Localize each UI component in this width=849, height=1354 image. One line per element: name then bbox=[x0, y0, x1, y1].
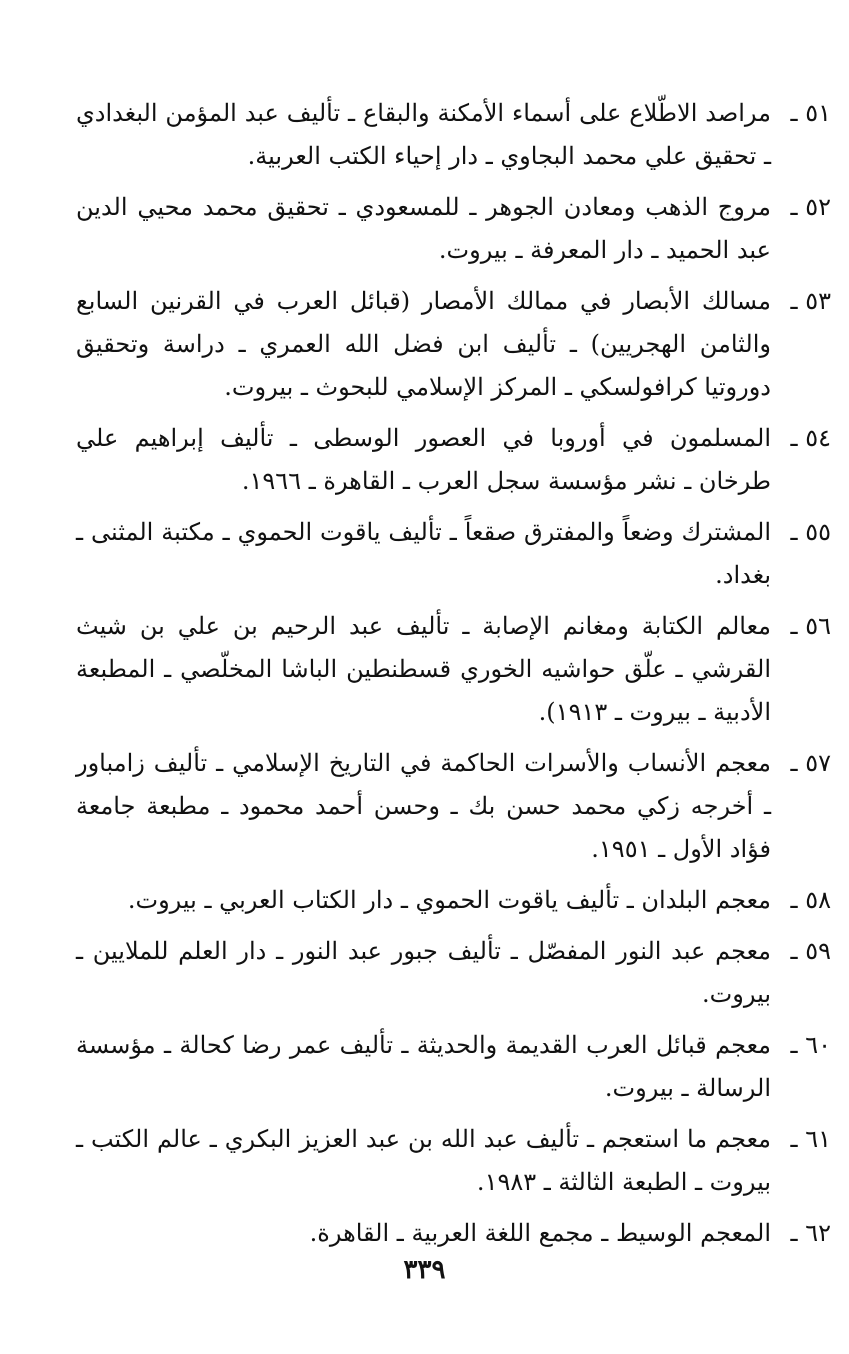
bibliography-entry bbox=[70, 1212, 831, 1255]
entry-text: معجم قبائل العرب القديمة والحديثة ـ تأليف عمر رضا كحالة ـ مؤسسة الرسالة ـ بيروت. bbox=[76, 1031, 771, 1102]
entry-number: ٦٢ ـ bbox=[790, 1219, 831, 1247]
entry-text: المسلمون في أوروبا في العصور الوسطى ـ تأليف إبراهيم علي طرخان ـ نشر مؤسسة سجل العرب ـ القاهرة ـ ١٩٦٦. bbox=[76, 424, 771, 495]
bibliography-page bbox=[70, 92, 831, 1247]
entry-text: معجم الأنساب والأسرات الحاكمة في التاريخ الإسلامي ـ تأليف زامباور ـ أخرجه زكي محمد حسن بك ـ وحسن أحمد محمود ـ مطبعة جامعة فؤاد الأول ـ ١٩٥١. bbox=[76, 749, 771, 863]
bibliography-entry bbox=[70, 605, 831, 734]
bibliography-entry bbox=[70, 280, 831, 409]
bibliography-entry bbox=[70, 1024, 831, 1110]
bibliography-entry bbox=[70, 92, 831, 178]
bibliography-entry bbox=[70, 511, 831, 597]
entry-number: ٦٠ ـ bbox=[790, 1031, 831, 1059]
entry-text: المعجم الوسيط ـ مجمع اللغة العربية ـ القاهرة. bbox=[309, 1219, 771, 1247]
entry-text: مراصد الاطّلاع على أسماء الأمكنة والبقاع ـ تأليف عبد المؤمن البغدادي ـ تحقيق علي محمد البجاوي ـ دار إحياء الكتب العربية. bbox=[76, 99, 771, 170]
bibliography-entry bbox=[70, 879, 831, 922]
bibliography-entry bbox=[70, 930, 831, 1016]
entry-number: ٥٧ ـ bbox=[790, 749, 831, 777]
entry-number: ٥٤ ـ bbox=[790, 424, 831, 452]
entry-text: معالم الكتابة ومغانم الإصابة ـ تأليف عبد الرحيم بن علي بن شيث القرشي ـ علّق حواشيه الخوري قسطنطين الباشا المخلّصي ـ المطبعة الأدبية ـ بيروت ـ ١٩١٣). bbox=[76, 612, 772, 726]
entry-text: المشترك وضعاً والمفترق صقعاً ـ تأليف ياقوت الحموي ـ مكتبة المثنى ـ بغداد. bbox=[76, 518, 772, 589]
page-number: ٣٣٩ bbox=[403, 1255, 446, 1285]
entry-number: ٥٣ ـ bbox=[790, 287, 831, 315]
entry-number: ٥١ ـ bbox=[790, 99, 831, 127]
bibliography-entry bbox=[70, 742, 831, 871]
bibliography-entry bbox=[70, 417, 831, 503]
bibliography-entry bbox=[70, 1118, 831, 1204]
entry-text: مروج الذهب ومعادن الجوهر ـ للمسعودي ـ تحقيق محمد محيي الدين عبد الحميد ـ دار المعرفة ـ بيروت. bbox=[76, 193, 771, 264]
entry-number: ٦١ ـ bbox=[790, 1125, 831, 1153]
entry-text: معجم ما استعجم ـ تأليف عبد الله بن عبد العزيز البكري ـ عالم الكتب ـ بيروت ـ الطبعة الثالثة ـ ١٩٨٣. bbox=[76, 1125, 771, 1196]
bibliography-entry bbox=[70, 186, 831, 272]
entry-number: ٥٦ ـ bbox=[790, 612, 831, 640]
entry-number: ٥٨ ـ bbox=[790, 886, 831, 914]
entry-number: ٥٩ ـ bbox=[790, 937, 831, 965]
entry-text: معجم البلدان ـ تأليف ياقوت الحموي ـ دار الكتاب العربي ـ بيروت. bbox=[127, 886, 771, 914]
entry-number: ٥٢ ـ bbox=[790, 193, 831, 221]
entry-number: ٥٥ ـ bbox=[790, 518, 831, 546]
entry-text: مسالك الأبصار في ممالك الأمصار (قبائل العرب في القرنين السابع والثامن الهجريين) ـ تأليف ابن فضل الله العمري ـ دراسة وتحقيق دوروتيا كرافولسكي ـ المركز الإسلامي للبحوث ـ بيروت. bbox=[76, 287, 771, 401]
entry-text: معجم عبد النور المفصّل ـ تأليف جبور عبد النور ـ دار العلم للملايين ـ بيروت. bbox=[76, 937, 771, 1008]
